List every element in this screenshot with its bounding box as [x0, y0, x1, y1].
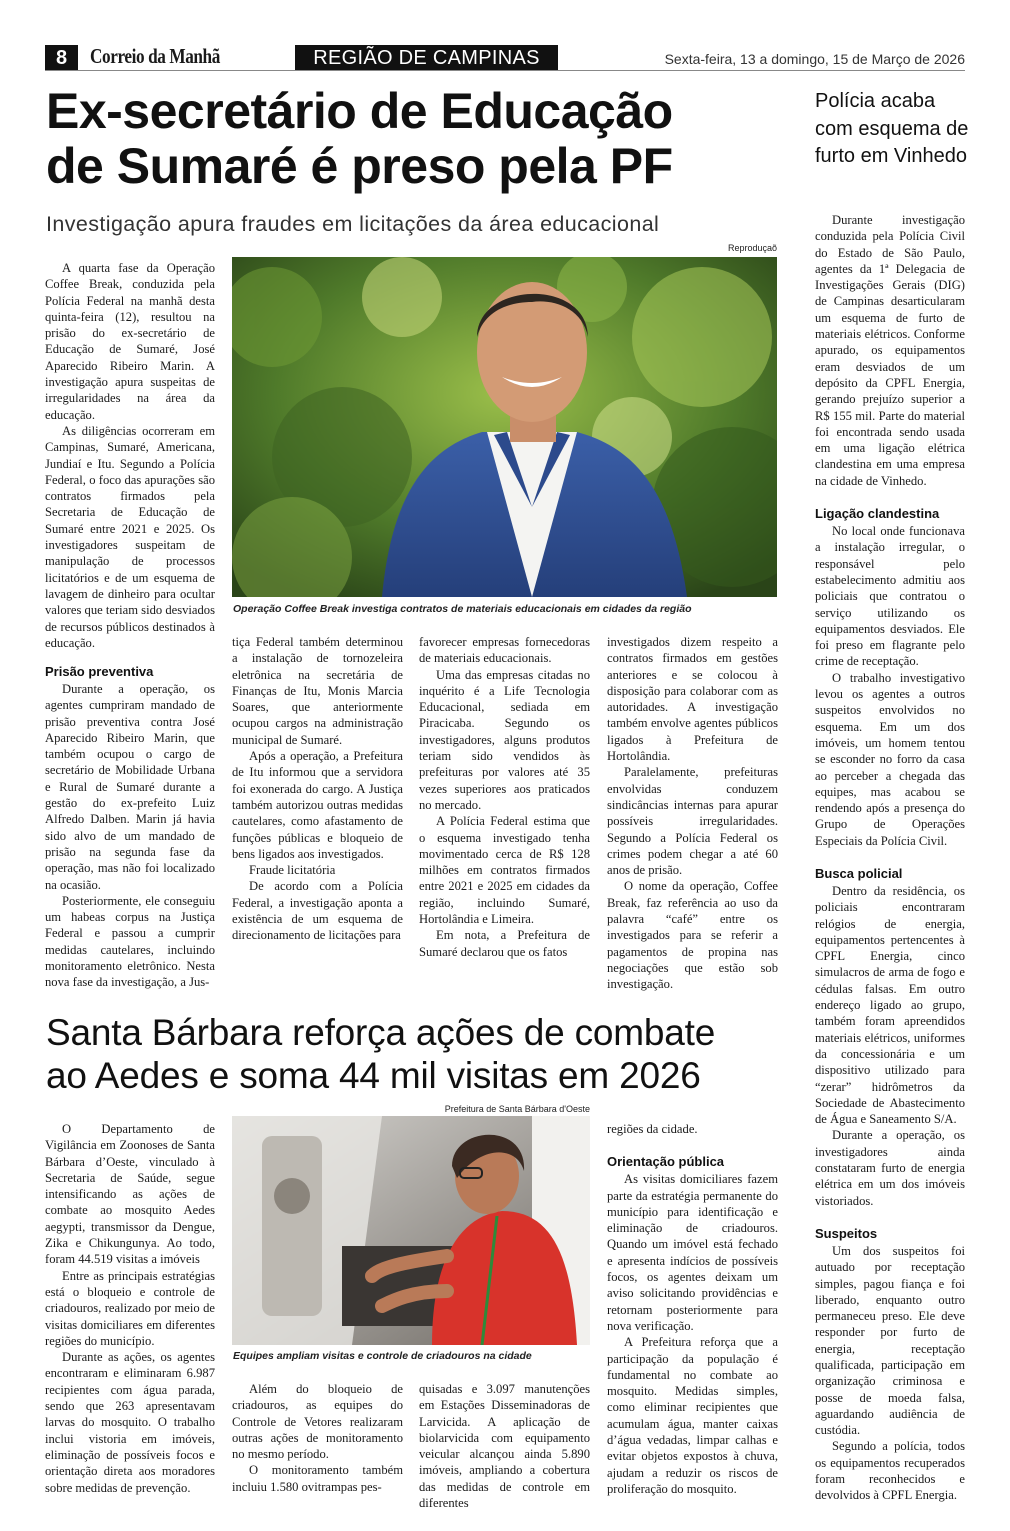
article1-photo [232, 257, 777, 597]
paragraph: De acordo com a Polícia Federal, a investigação aponta a existência de um esquema de direcionamento de licitações para [232, 879, 403, 943]
paragraph: tiça Federal também determinou a instalação de tornozeleira eletrônica na secretária de Finanças de Itu, Monis Marcia Soares, que anteriormente ocupou cargos na administração municipal de Sumaré. [232, 635, 403, 747]
paragraph: As visitas domiciliares fazem parte da estratégia permanente do município para identificação e eliminação de criadouros. Quando um imóvel está fechado e apresenta indícios de possíveis focos, os agentes deixam um aviso solicitando providências e retornam posteriormente para nova verificação. [607, 1172, 778, 1333]
sidebar-body [815, 212, 965, 1504]
agent-inspection-image [232, 1116, 590, 1345]
subheading: Suspeitos [815, 1225, 878, 1241]
article1-column-1 [45, 260, 215, 651]
article1-photo-caption: Operação Coffee Break investiga contratos de materiais educacionais em cidades da região [233, 603, 692, 615]
paragraph: Segundo a polícia, todos os equipamentos recuperados foram reconhecidos e devolvidos à CPFL Energia. [815, 1439, 965, 1503]
article1-column-2 [232, 634, 403, 944]
paragraph: regiões da cidade. [607, 1122, 698, 1136]
edition-date: Sexta-feira, 13 a domingo, 15 de Março de 2026 [664, 51, 965, 67]
article1-column-1b [45, 663, 215, 991]
article2-photo-caption: Equipes ampliam visitas e controle de criadouros na cidade [233, 1350, 532, 1362]
paragraph: investigados dizem respeito a contratos firmados em gestões anteriores e se colocou à disposição para colaborar com as autoridades. A investigação também envolve agentes públicos ligados à Prefeitura de Hortolândia. [607, 635, 778, 764]
paragraph: Após a operação, a Prefeitura de Itu informou que a servidora foi exonerada do cargo. A Justiça também autorizou outras medidas cautelares, como afastamento de funções públicas e bloqueio de bens ligados aos investigados. [232, 749, 403, 861]
headline-line: Ex-secretário de Educação [46, 83, 673, 139]
paragraph: Durante a operação, os investigadores ainda constataram furto de energia elétrica em um dos imóveis vistoriados. [815, 1128, 965, 1208]
subheading: Prisão preventiva [45, 664, 154, 679]
portrait-image [232, 257, 777, 597]
paragraph: O trabalho investigativo levou os agentes a outros suspeitos envolvidos no esquema. Em um dos imóveis, um homem tentou se esconder no forro da casa ao perceber a chegada das equipes, mas acabou se rendendo após a presença do Grupo de Operações Especiais da Polícia Civil. [815, 670, 965, 848]
article1-column-4 [607, 634, 778, 993]
subheading: Busca policial [815, 865, 903, 881]
article1-headline [46, 84, 673, 194]
paragraph: O nome da operação, Coffee Break, faz referência ao uso da palavra “café” entre os investigados para se referir a pagamentos de propina nas negociações que estão sob investigação. [607, 879, 778, 992]
paragraph: Um dos suspeitos foi autuado por receptação simples, pagou fiança e foi liberado, enquanto outro permaneceu preso. Ele deve responder por furto de energia, receptação qualificada, participação em organização criminosa e posse de moeda falsa, aguardando audiência de custódia. [815, 1243, 965, 1438]
article1-subtitle: Investigação apura fraudes em licitações da área educacional [46, 212, 660, 236]
article2-column-1 [45, 1121, 215, 1496]
paragraph: O Departamento de Vigilância em Zoonoses de Santa Bárbara d’Oeste, vinculado à Secretaria de Saúde, segue intensificando as ações de combate ao mosquito Aedes aegypti, transmissor da Dengue, Zika e Chikungunya. Ao todo, foram 44.519 visitas a imóveis [45, 1122, 215, 1267]
subheading: Ligação clandestina [815, 506, 940, 522]
paragraph: Posteriormente, ele conseguiu um habeas corpus na Justiça Federal e passou a cumprir medidas cautelares, incluindo monitoramento eletrônico. Nesta nova fase da investigação, a Jus- [45, 893, 215, 990]
subheading: Orientação pública [607, 1154, 725, 1170]
article2-column-4 [607, 1121, 778, 1497]
article2-headline [46, 1011, 715, 1097]
paragraph: favorecer empresas fornecedoras de materiais educacionais. [419, 635, 590, 666]
headline-line: Santa Bárbara reforça ações de combate [46, 1012, 716, 1053]
paragraph: A Polícia Federal estima que o esquema investigado tenha movimentado cerca de R$ 128 milhões em contratos firmados entre 2021 e 2025 em cidades da região, incluindo Sumaré, Hortolândia e Limeira. [419, 814, 590, 927]
article1-column-3 [419, 634, 590, 960]
paragraph: Uma das empresas citadas no inquérito é a Life Tecnologia Educacional, sediada em Piracicaba. Segundo os investigadores, alguns produtos teriam sido vendidos às prefeituras por valores até 35 vezes superiores aos praticados no mercado. [419, 667, 590, 812]
paragraph: O monitoramento também incluiu 1.580 ovitrampas pes- [232, 1463, 403, 1494]
photo-credit: Prefeitura de Santa Bárbara d'Oeste [444, 1104, 590, 1114]
article2-column-3 [419, 1381, 590, 1511]
photo-credit: Reproduçaõ [727, 243, 777, 253]
paragraph: As diligências ocorreram em Campinas, Sumaré, Americana, Jundiaí e Itu. Segundo a Polícia Federal, o foco das apurações são contratos firmados pela Secretaria de Educação de Sumaré entre 2021 e 2025. Os investigadores suspeitam de manipulação de processos licitatórios e de um esquema de lavagem de dinheiro para ocultar valores que teriam sido desviados de recursos públicos destinados à educação. [45, 423, 215, 650]
article2-photo [232, 1116, 590, 1345]
paragraph: No local onde funcionava a instalação irregular, o responsável pelo estabelecimento admitiu aos policiais que contratou o serviço utilizando os equipamentos desviados. Ele foi preso em flagrante pelo crime de receptação. [815, 524, 965, 669]
paragraph: Durante as ações, os agentes encontraram e eliminaram 6.987 recipientes com água parada, sendo que 263 apresentavam larvas do mosquito. O trabalho inclui vistoria em imóveis, eliminação de possíveis focos e orientação direta aos moradores sobre medidas de prevenção. [45, 1350, 215, 1495]
paragraph: A quarta fase da Operação Coffee Break, conduzida pela Polícia Federal na manhã desta quinta-feira (12), resultou na prisão do ex-secretário de Educação de Sumaré, José Aparecido Ribeiro Marin. A investigação apura suspeitas de irregularidades na área da educação. [45, 261, 215, 422]
paragraph: Além do bloqueio de criadouros, as equipes do Controle de Vetores realizaram outras ações de monitoramento no mesmo período. [232, 1382, 403, 1462]
headline-line: de Sumaré é preso pela PF [46, 138, 673, 194]
headline-line: ao Aedes e soma 44 mil visitas em 2026 [46, 1055, 701, 1096]
sidebar-headline: Polícia acaba com esquema de furto em Vinhedo [815, 90, 969, 167]
paragraph: quisadas e 3.097 manutenções em Estações Disseminadoras de Larvicida. A aplicação de biolarvicida com equipamento veicular alcançou ainda 5.890 imóveis, ampliando a cobertura das medidas de controle em diferentes [419, 1382, 590, 1511]
paragraph: Durante investigação conduzida pela Polícia Civil do Estado de São Paulo, agentes da 1ª Delegacia de Investigações Gerais (DIG) de Campinas desarticularam um esquema de furto de materiais elétricos. Conforme apurado, os equipamentos eram desviados de um depósito da CPFL Energia, gerando prejuízo superior a R$ 155 mil. Parte do material foi encontrada sendo usada em uma ligação elétrica clandestina em uma empresa na cidade de Vinhedo. [815, 213, 965, 488]
paragraph: Dentro da residência, os policiais encontraram relógios de energia, equipamentos pertencentes à CPFL Energia, cinco simulacros de arma de fogo e cédulas falsas. Em outro endereço ligado ao grupo, também foram apreendidos materiais elétricos, uniformes da concessionária e um dispositivo utilizado para “zerar” hidrômetros da Sociedade de Abastecimento de Água e Saneamento S/A. [815, 883, 965, 1127]
header-divider [45, 70, 965, 71]
paragraph: Fraude licitatória [249, 863, 336, 878]
paragraph: A Prefeitura reforça que a participação da população é fundamental no combate ao mosquito. Medidas simples, como eliminar recipientes que acumulam água, manter caixas d’água vedadas, limpar calhas e evitar objetos expostos à chuva, ajudam a reduzir os riscos de proliferação do mosquito. [607, 1335, 778, 1496]
paragraph: Paralelamente, prefeituras envolvidas conduzem sindicâncias internas para apurar possíveis irregularidades. Segundo a Polícia Federal os crimes podem chegar a até 60 anos de prisão. [607, 765, 778, 878]
page-number: 8 [45, 45, 78, 71]
article2-column-2 [232, 1381, 403, 1495]
paragraph: Em nota, a Prefeitura de Sumaré declarou que os fatos [419, 928, 590, 959]
masthead-logo: Correio da Manhã [90, 44, 220, 68]
paragraph: Entre as principais estratégias está o bloqueio e controle de criadouros, realizado por meio de visitas domiciliares em diferentes regiões do município. [45, 1268, 215, 1348]
section-label: REGIÃO DE CAMPINAS [295, 45, 558, 71]
paragraph: Durante a operação, os agentes cumpriram mandado de prisão preventiva contra José Aparecido Ribeiro Marin, que também ocupou o cargo de secretário de Mobilidade Urbana e Rural de Sumaré durante a gestão do ex-prefeito Luiz Alfredo Dalben. Marin já havia sido alvo de um mandado de prisão na segunda fase da operação, mas não foi localizado na ocasião. [45, 682, 215, 892]
